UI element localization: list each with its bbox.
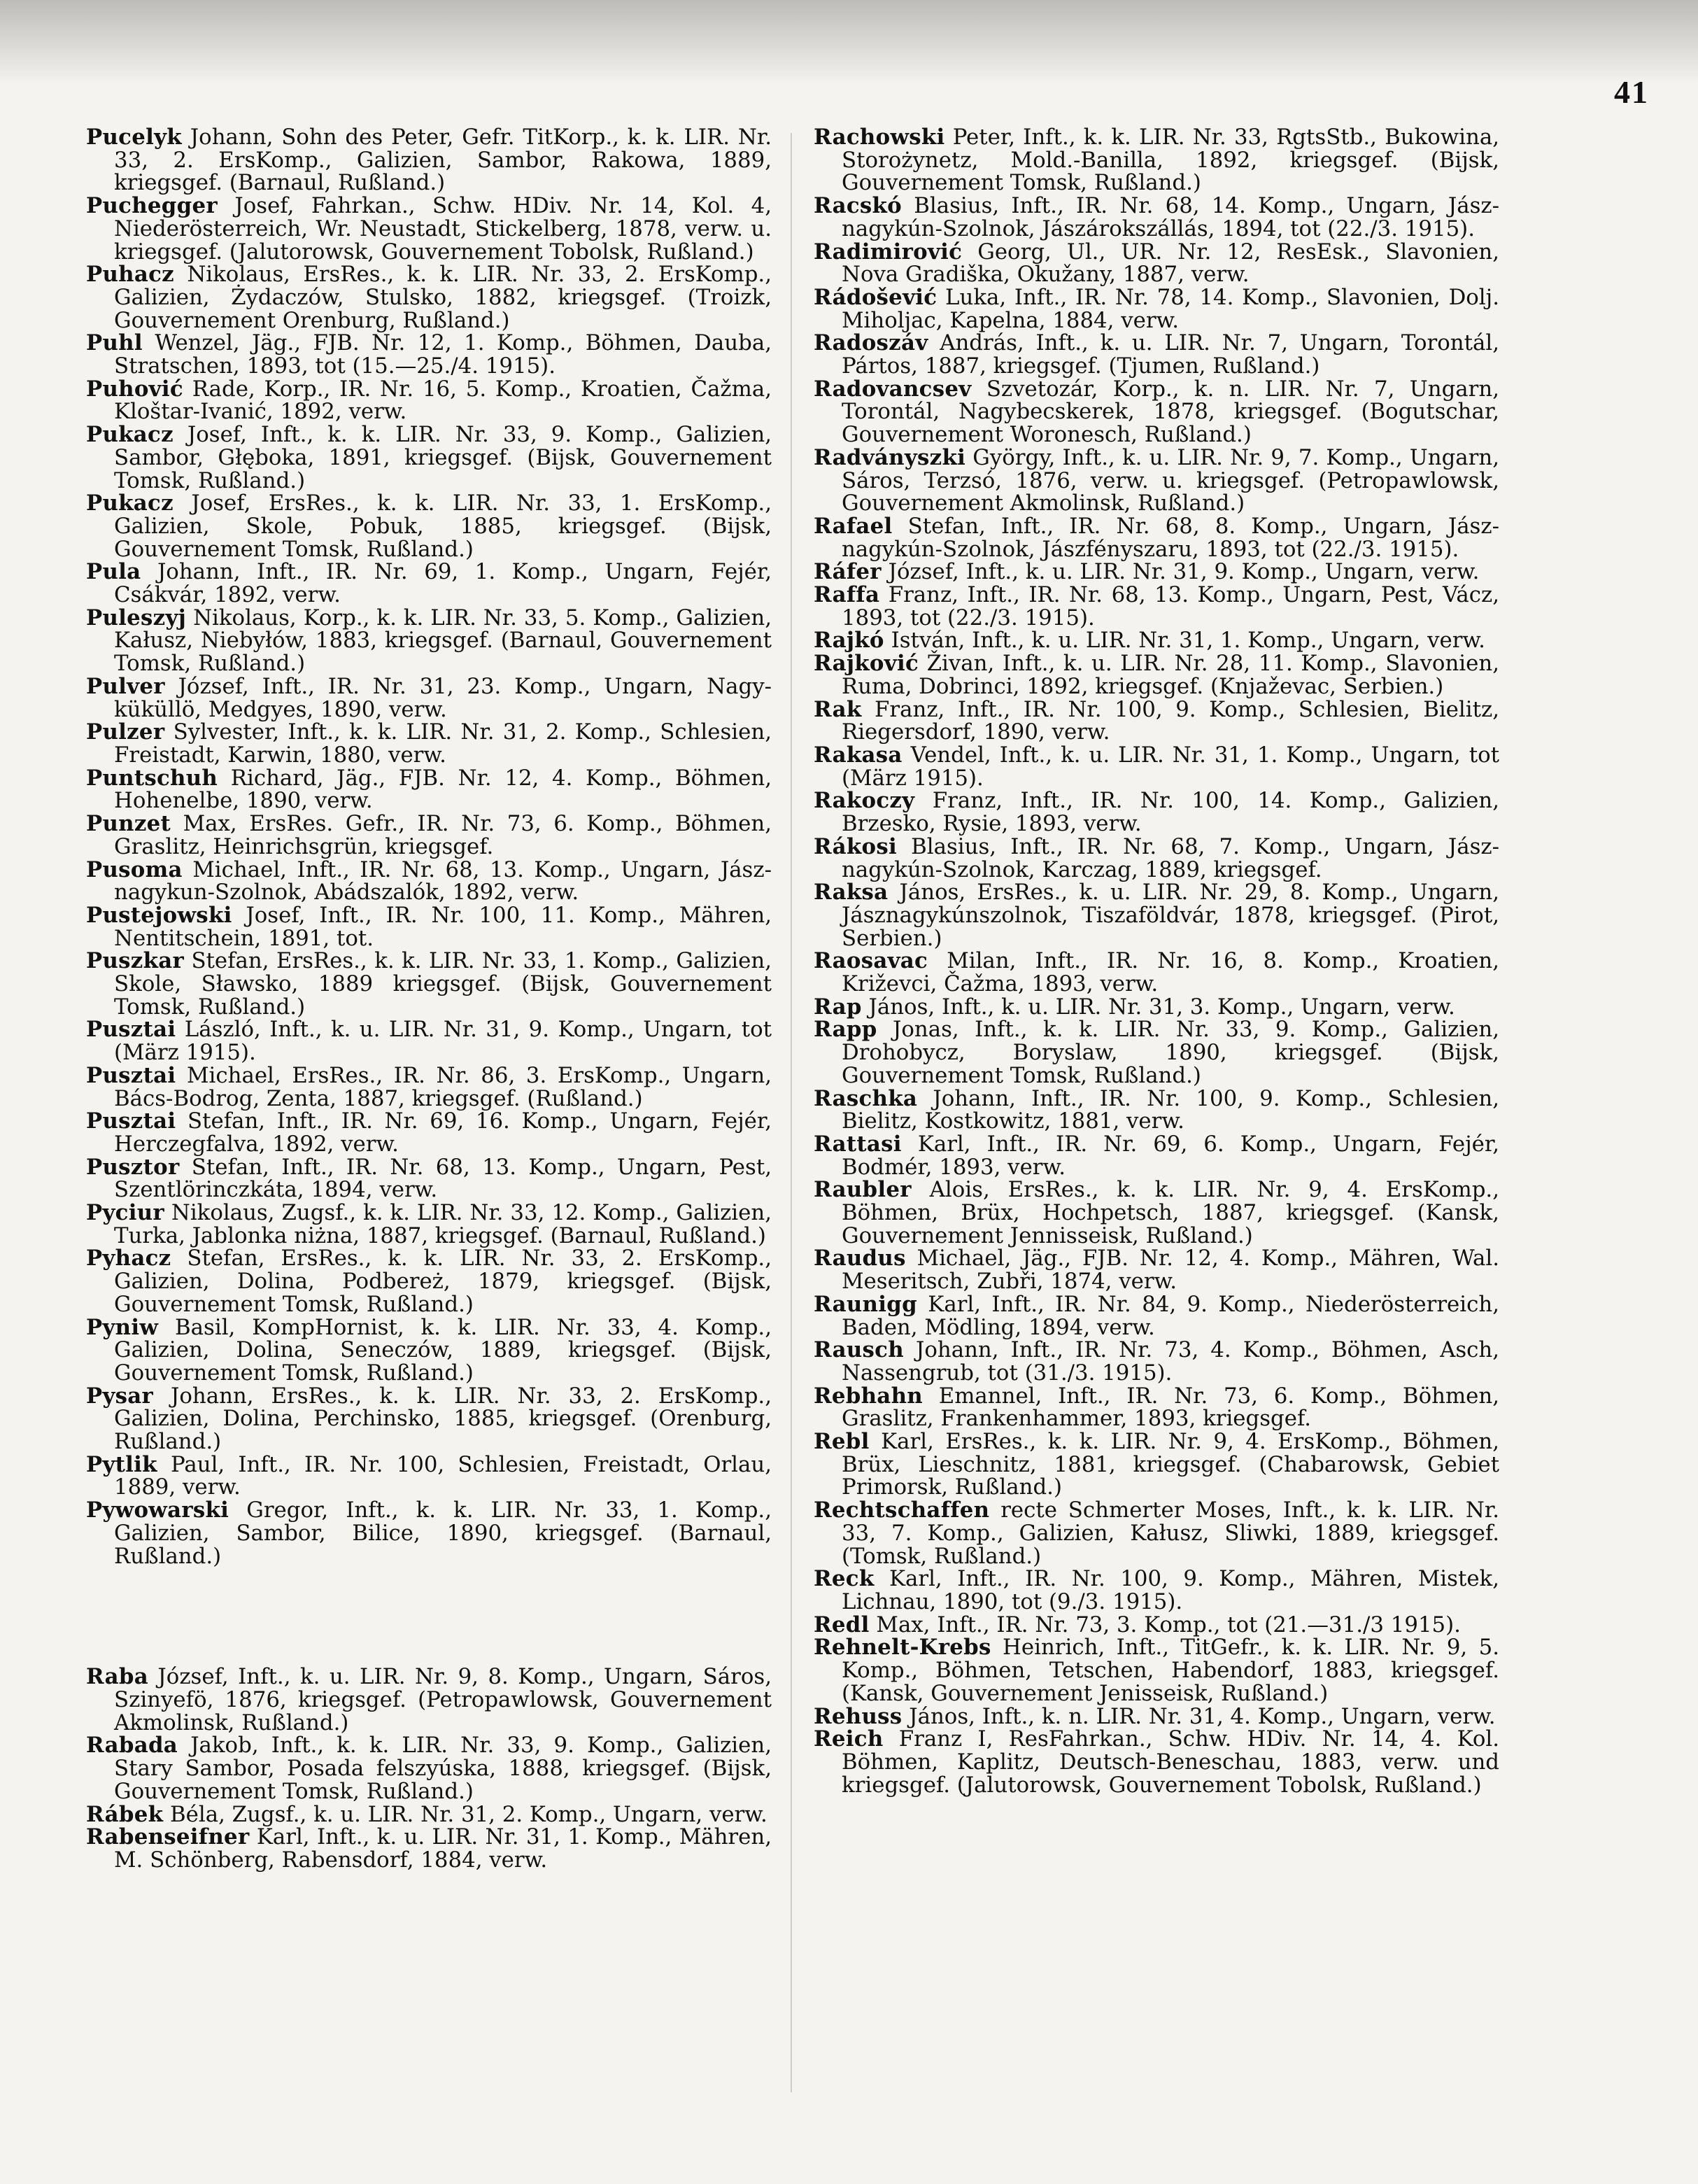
entry-details: Max, Inft., IR. Nr. 73, 3. Komp., tot (21.—31./3 1915). xyxy=(869,1612,1461,1637)
entry-details: Paul, Inft., IR. Nr. 100, Schlesien, Freistadt, Orlau, 1889, verw. xyxy=(114,1451,772,1500)
entry-details: Nikolaus, Zugsf., k. k. LIR. Nr. 33, 12. Komp., Galizien, Turka, Jablonka niżna, 1887, kriegsgef. (Barnaul, Rußland.) xyxy=(114,1200,772,1248)
list-entry xyxy=(86,1156,772,1202)
entry-details: Franz, Inft., IR. Nr. 68, 13. Komp., Ungarn, Pest, Vácz, 1893, tot (22./3. 1915). xyxy=(842,582,1499,630)
entry-details: Heinrich, Inft., TitGefr., k. k. LIR. Nr. 9, 5. Komp., Böhmen, Tetschen, Habendorf, 1883, kriegsgef. (Kansk, Gouvernement Jenisseisk, Rußland.) xyxy=(842,1635,1499,1706)
entry-surname: Raunigg xyxy=(814,1291,917,1317)
list-entry xyxy=(814,789,1499,835)
entry-surname: Pukacz xyxy=(86,422,174,448)
list-entry xyxy=(86,904,772,950)
list-entry xyxy=(814,332,1499,377)
entry-details: György, Inft., k. u. LIR. Nr. 9, 7. Komp., Ungarn, Sáros, Terzsó, 1876, verw. u. kriegsgef. (Petropawlowsk, Gouvernement Akmolinsk, Rußland.) xyxy=(842,444,1499,516)
left-column-r-entries xyxy=(86,1665,772,1871)
entry-surname: Pusztai xyxy=(86,1062,176,1088)
list-entry xyxy=(814,1614,1499,1637)
entry-surname: Raffa xyxy=(814,582,880,608)
entry-details: Karl, Inft., IR. Nr. 69, 6. Komp., Ungarn, Fejér, Bodmér, 1893, verw. xyxy=(842,1131,1499,1180)
list-entry xyxy=(86,1385,772,1453)
entry-details: Sylvester, Inft., k. k. LIR. Nr. 31, 2. Komp., Schlesien, Freistadt, Karwin, 1880, verw. xyxy=(114,719,772,768)
list-entry xyxy=(86,1803,772,1826)
entry-surname: Punzet xyxy=(86,811,171,837)
entry-surname: Pysar xyxy=(86,1383,154,1409)
list-entry xyxy=(814,378,1499,446)
list-entry xyxy=(86,1316,772,1385)
list-entry xyxy=(814,286,1499,332)
list-entry xyxy=(86,607,772,675)
entry-details: Josef, Inft., IR. Nr. 100, 11. Komp., Mähren, Nentitschein, 1891, tot. xyxy=(114,902,772,951)
entry-details: Vendel, Inft., k. u. LIR. Nr. 31, 1. Komp., Ungarn, tot (März 1915). xyxy=(842,742,1499,791)
entry-surname: Reich xyxy=(814,1726,884,1752)
list-entry xyxy=(814,1018,1499,1087)
entry-details: Milan, Inft., IR. Nr. 16, 8. Komp., Kroatien, Križevci, Čažma, 1893, verw. xyxy=(842,948,1499,997)
list-entry xyxy=(86,126,772,195)
entry-surname: Rajković xyxy=(814,651,919,677)
list-entry xyxy=(814,1293,1499,1339)
entry-details: József, Inft., IR. Nr. 31, 23. Komp., Ungarn, Nagy-küküllö, Medgyes, 1890, verw. xyxy=(114,673,772,722)
entry-details: Stefan, ErsRes., k. k. LIR. Nr. 33, 1. Komp., Galizien, Skole, Sławsko, 1889 kriegsgef. (Bijsk, Gouvernement Tomsk, Rußland.) xyxy=(114,948,772,1020)
left-column xyxy=(86,126,772,1872)
list-entry xyxy=(86,195,772,263)
list-entry xyxy=(86,767,772,812)
entry-surname: Rábek xyxy=(86,1801,164,1827)
entry-surname: Racskó xyxy=(814,193,903,219)
entry-surname: Redl xyxy=(814,1612,870,1637)
list-entry xyxy=(86,1665,772,1734)
entry-details: Karl, Inft., IR. Nr. 84, 9. Komp., Niederösterreich, Baden, Mödling, 1894, verw. xyxy=(842,1291,1499,1340)
entry-surname: Raudus xyxy=(814,1246,906,1271)
entry-surname: Pulver xyxy=(86,673,165,699)
section-gap xyxy=(86,1567,772,1665)
entry-surname: Raosavac xyxy=(814,948,928,974)
list-entry xyxy=(814,126,1499,195)
entry-details: Max, ErsRes. Gefr., IR. Nr. 73, 6. Komp., Böhmen, Graslitz, Heinrichsgrün, kriegsgef. xyxy=(114,811,772,859)
entry-details: Béla, Zugsf., k. u. LIR. Nr. 31, 2. Komp., Ungarn, verw. xyxy=(163,1801,767,1827)
entry-details: recte Schmerter Moses, Inft., k. k. LIR. Nr. 33, 7. Komp., Galizien, Kałusz, Sliwki, 1889, kriegsgef. (Tomsk, Rußland.) xyxy=(842,1498,1499,1569)
entry-surname: Rádošević xyxy=(814,284,938,310)
entry-surname: Radovancsev xyxy=(814,376,972,402)
entry-surname: Rachowski xyxy=(814,125,945,150)
entry-details: Richard, Jäg., FJB. Nr. 12, 4. Komp., Böhmen, Hohenelbe, 1890, verw. xyxy=(114,765,772,814)
list-entry xyxy=(814,1133,1499,1178)
list-entry xyxy=(814,744,1499,789)
entry-surname: Pyniw xyxy=(86,1314,159,1340)
entry-surname: Puchegger xyxy=(86,193,218,219)
entry-details: Gregor, Inft., k. k. LIR. Nr. 33, 1. Komp., Galizien, Sambor, Bilice, 1890, kriegsgef. (Barnaul, Rußland.) xyxy=(114,1498,772,1569)
list-entry xyxy=(86,721,772,766)
entry-details: Emannel, Inft., IR. Nr. 73, 6. Komp., Böhmen, Graslitz, Frankenhammer, 1893, kriegsgef. xyxy=(842,1383,1499,1432)
list-entry xyxy=(86,1202,772,1247)
entry-surname: Radoszáv xyxy=(814,330,928,356)
list-entry xyxy=(86,1453,772,1499)
list-entry xyxy=(814,950,1499,995)
list-entry xyxy=(814,515,1499,561)
entry-details: Johann, Inft., IR. Nr. 100, 9. Komp., Schlesien, Bielitz, Kostkowitz, 1881, verw. xyxy=(842,1085,1499,1134)
entry-details: Stefan, Inft., IR. Nr. 68, 13. Komp., Ungarn, Pest, Szentlörinczkáta, 1894, verw. xyxy=(114,1154,772,1203)
entry-details: Karl, ErsRes., k. k. LIR. Nr. 9, 4. ErsKomp., Böhmen, Brüx, Lieschnitz, 1881, kriegsgef. (Chabarowsk, Gebiet Primorsk, Rußland.) xyxy=(842,1429,1499,1500)
entry-surname: Pukacz xyxy=(86,491,174,516)
entry-surname: Rakasa xyxy=(814,742,903,768)
list-entry xyxy=(814,1430,1499,1499)
entry-surname: Pytlik xyxy=(86,1451,157,1477)
list-entry xyxy=(86,1018,772,1064)
entry-surname: Puszkar xyxy=(86,948,184,974)
list-entry xyxy=(814,1567,1499,1613)
entry-surname: Pucelyk xyxy=(86,125,182,150)
entry-details: Franz, Inft., IR. Nr. 100, 14. Komp., Galizien, Brzesko, Rysie, 1893, verw. xyxy=(842,788,1499,837)
list-entry xyxy=(814,1246,1499,1295)
list-entry xyxy=(814,584,1499,629)
entry-details: Johann, Sohn des Peter, Gefr. TitKorp., k. k. LIR. Nr. 33, 2. ErsKomp., Galizien, Sambor, Rakowa, 1889, kriegsgef. (Barnaul, Rußland.) xyxy=(114,125,772,196)
list-entry xyxy=(814,833,1499,882)
list-entry xyxy=(814,241,1499,286)
entry-details: Johann, Inft., IR. Nr. 69, 1. Komp., Ungarn, Fejér, Csákvár, 1892, verw. xyxy=(114,559,772,608)
entry-details: Stefan, Inft., IR. Nr. 68, 8. Komp., Ungarn, Jász-nagykún-Szolnok, Jászfényszaru, 1893, tot (22./3. 1915). xyxy=(842,513,1499,562)
entry-details: Karl, Inft., IR. Nr. 100, 9. Komp., Mähren, Mistek, Lichnau, 1890, tot (9./3. 1915). xyxy=(842,1566,1499,1614)
entry-surname: Rechtschaffen xyxy=(814,1498,990,1523)
list-entry xyxy=(814,1728,1499,1796)
list-entry xyxy=(86,1247,772,1316)
entry-details: Jonas, Inft., k. k. LIR. Nr. 33, 9. Komp., Galizien, Drohobycz, Boryslaw, 1890, kriegsgef. (Bijsk, Gouvernement Tomsk, Rußland.) xyxy=(842,1017,1499,1088)
entry-details: Karl, Inft., k. u. LIR. Nr. 31, 1. Komp., Mähren, M. Schönberg, Rabensdorf, 1884, verw. xyxy=(114,1824,772,1873)
entry-details: Jakob, Inft., k. k. LIR. Nr. 33, 9. Komp., Galizien, Stary Sambor, Posada felszyúska, 1888, kriegsgef. (Bijsk, Gouvernement Tomsk, Rußland.) xyxy=(114,1733,772,1804)
entry-surname: Rebhahn xyxy=(814,1383,923,1409)
entry-details: Franz, Inft., IR. Nr. 100, 9. Komp., Schlesien, Bielitz, Riegersdorf, 1890, verw. xyxy=(842,696,1499,745)
entry-details: István, Inft., k. u. LIR. Nr. 31, 1. Komp., Ungarn, verw. xyxy=(884,628,1485,654)
right-column-r-entries xyxy=(814,126,1499,1796)
entry-surname: Pusztai xyxy=(86,1017,176,1043)
list-entry xyxy=(814,561,1499,584)
entry-surname: Rehuss xyxy=(814,1703,903,1729)
list-entry xyxy=(814,698,1499,744)
entry-surname: Radványszki xyxy=(814,444,966,470)
entry-details: Živan, Inft., k. u. LIR. Nr. 28, 11. Komp., Slavonien, Ruma, Dobrinci, 1892, kriegsgef. (Knjaževac, Serbien.) xyxy=(842,651,1499,699)
entry-details: Michael, Inft., IR. Nr. 68, 13. Komp., Ungarn, Jász-nagykun-Szolnok, Abádszalók, 1892, verw. xyxy=(114,857,772,906)
entry-details: Peter, Inft., k. k. LIR. Nr. 33, RgtsStb., Bukowina, Storożynetz, Mold.-Banilla, 1892, kriegsgef. (Bijsk, Gouvernement Tomsk, Rußland.) xyxy=(842,125,1499,196)
entry-surname: Rákosi xyxy=(814,833,897,859)
entry-details: Basil, KompHornist, k. k. LIR. Nr. 33, 4. Komp., Galizien, Dolina, Seneczów, 1889, kriegsgef. (Bijsk, Gouvernement Tomsk, Rußland.) xyxy=(114,1314,772,1386)
entry-surname: Ráfer xyxy=(814,559,882,585)
entry-surname: Raubler xyxy=(814,1177,912,1203)
entry-surname: Rabenseifner xyxy=(86,1824,250,1850)
entry-details: Franz I, ResFahrkan., Schw. HDiv. Nr. 14, 4. Kol. Böhmen, Kaplitz, Deutsch-Beneschau, 1883, verw. und kriegsgef. (Jalutorowsk, Gouvernement Tobolsk, Rußland.) xyxy=(842,1726,1499,1798)
entry-surname: Pustejowski xyxy=(86,902,232,928)
list-entry xyxy=(814,996,1499,1019)
entry-details: Blasius, Inft., IR. Nr. 68, 14. Komp., Ungarn, Jász-nagykún-Szolnok, Jászárokszállás, 1894, tot (22./3. 1915). xyxy=(842,193,1499,241)
entry-details: János, Inft., k. n. LIR. Nr. 31, 4. Komp., Ungarn, verw. xyxy=(902,1703,1496,1729)
scan-shadow xyxy=(0,0,1698,84)
entry-surname: Puleszyj xyxy=(86,605,187,630)
entry-surname: Rapp xyxy=(814,1017,877,1043)
entry-surname: Rabada xyxy=(86,1733,178,1759)
list-entry xyxy=(86,263,772,332)
list-entry xyxy=(86,675,772,721)
entry-details: Stefan, Inft., IR. Nr. 69, 16. Komp., Ungarn, Fejér, Herczegfalva, 1892, verw. xyxy=(114,1108,772,1157)
list-entry xyxy=(86,332,772,377)
entry-details: Johann, Inft., IR. Nr. 73, 4. Komp., Böhmen, Asch, Nassengrub, tot (31./3. 1915). xyxy=(842,1337,1499,1386)
entry-surname: Rehnelt-Krebs xyxy=(814,1635,991,1661)
list-entry xyxy=(86,1110,772,1155)
entry-surname: Rausch xyxy=(814,1337,904,1363)
entry-details: Stefan, ErsRes., k. k. LIR. Nr. 33, 2. ErsKomp., Galizien, Dolina, Podbereż, 1879, kriegsgef. (Bijsk, Gouvernement Tomsk, Rußland.) xyxy=(114,1246,772,1317)
list-entry xyxy=(814,1636,1499,1705)
entry-details: Nikolaus, ErsRes., k. k. LIR. Nr. 33, 2. ErsKomp., Galizien, Żydaczów, Stulsko, 1882, kriegsgef. (Troizk, Gouvernement Orenburg, Rußland.) xyxy=(114,262,772,333)
list-entry xyxy=(86,1064,772,1110)
entry-surname: Rakoczy xyxy=(814,788,915,814)
list-entry xyxy=(814,446,1499,515)
entry-surname: Pyhacz xyxy=(86,1246,171,1271)
entry-surname: Pusoma xyxy=(86,857,183,882)
entry-details: József, Inft., k. u. LIR. Nr. 31, 9. Komp., Ungarn, verw. xyxy=(881,559,1480,585)
entry-surname: Puhović xyxy=(86,376,183,402)
entry-details: Josef, Inft., k. k. LIR. Nr. 33, 9. Komp., Galizien, Sambor, Głęboka, 1891, kriegsgef. (Bijsk, Gouvernement Tomsk, Rußland.) xyxy=(114,422,772,493)
list-entry xyxy=(814,1705,1499,1728)
entry-surname: Raksa xyxy=(814,880,889,906)
entry-surname: Raba xyxy=(86,1664,148,1690)
entry-surname: Rebl xyxy=(814,1429,870,1455)
list-entry xyxy=(86,812,772,858)
list-entry xyxy=(814,1385,1499,1430)
list-entry xyxy=(814,629,1499,652)
entry-surname: Pusztai xyxy=(86,1108,176,1134)
entry-surname: Puhl xyxy=(86,330,143,356)
entry-details: János, ErsRes., k. u. LIR. Nr. 29, 8. Komp., Ungarn, Jásznagykúnszolnok, Tiszaföldvár, 1878, kriegsgef. (Pirot, Serbien.) xyxy=(842,880,1499,951)
list-entry xyxy=(814,1499,1499,1567)
entry-details: Josef, Fahrkan., Schw. HDiv. Nr. 14, Kol. 4, Niederösterreich, Wr. Neustadt, Stickelberg, 1878, verw. u. kriegsgef. (Jalutorowsk, Gouvernement Tobolsk, Rußland.) xyxy=(114,193,772,265)
entry-details: András, Inft., k. u. LIR. Nr. 7, Ungarn, Torontál, Pártos, 1887, kriegsgef. (Tjumen, Rußland.) xyxy=(842,330,1499,379)
entry-details: János, Inft., k. u. LIR. Nr. 31, 3. Komp., Ungarn, verw. xyxy=(861,994,1455,1020)
list-entry xyxy=(814,1087,1499,1133)
entry-details: József, Inft., k. u. LIR. Nr. 9, 8. Komp., Ungarn, Sáros, Szinyefö, 1876, kriegsgef. (Petropawlowsk, Gouvernement Akmolinsk, Rußland.) xyxy=(114,1664,772,1735)
entry-surname: Rajkó xyxy=(814,628,884,654)
entry-surname: Radimirović xyxy=(814,239,963,265)
entry-surname: Pywowarski xyxy=(86,1498,229,1523)
list-entry xyxy=(86,859,772,904)
entry-surname: Reck xyxy=(814,1566,875,1592)
list-entry xyxy=(86,1826,772,1871)
entry-details: Wenzel, Jäg., FJB. Nr. 12, 1. Komp., Böhmen, Dauba, Stratschen, 1893, tot (15.—25./4. 1915). xyxy=(114,330,772,379)
entry-surname: Rafael xyxy=(814,513,893,539)
entry-surname: Raschka xyxy=(814,1085,918,1111)
list-entry xyxy=(86,423,772,492)
left-column-p-entries xyxy=(86,126,772,1567)
entry-surname: Puhacz xyxy=(86,262,174,288)
list-entry xyxy=(814,1178,1499,1247)
list-entry xyxy=(814,195,1499,240)
list-entry xyxy=(86,950,772,1018)
entry-details: Luka, Inft., IR. Nr. 78, 14. Komp., Slavonien, Dolj. Miholjac, Kapelna, 1884, verw. xyxy=(842,284,1499,333)
list-entry xyxy=(814,1339,1499,1384)
entry-surname: Puntschuh xyxy=(86,765,218,791)
entry-details: Georg, Ul., UR. Nr. 12, ResEsk., Slavonien, Nova Gradiška, Okužany, 1887, verw. xyxy=(842,239,1499,288)
entry-details: Josef, ErsRes., k. k. LIR. Nr. 33, 1. ErsKomp., Galizien, Skole, Pobuk, 1885, kriegsgef. (Bijsk, Gouvernement Tomsk, Rußland.) xyxy=(114,491,772,562)
list-entry xyxy=(86,492,772,561)
entry-surname: Pula xyxy=(86,559,141,585)
right-column xyxy=(814,126,1499,1796)
list-entry xyxy=(86,1734,772,1803)
entry-details: Blasius, Inft., IR. Nr. 68, 7. Komp., Ungarn, Jász-nagykún-Szolnok, Karczag, 1889, kriegsgef. xyxy=(842,833,1499,882)
entry-details: László, Inft., k. u. LIR. Nr. 31, 9. Komp., Ungarn, tot (März 1915). xyxy=(114,1017,772,1066)
entry-details: Johann, ErsRes., k. k. LIR. Nr. 33, 2. ErsKomp., Galizien, Dolina, Perchinsko, 1885, kriegsgef. (Orenburg, Rußland.) xyxy=(114,1383,772,1455)
entry-details: Rade, Korp., IR. Nr. 16, 5. Komp., Kroatien, Čažma, Kloštar-Ivanić, 1892, verw. xyxy=(114,376,772,425)
list-entry xyxy=(86,1499,772,1567)
entry-details: Nikolaus, Korp., k. k. LIR. Nr. 33, 5. Komp., Galizien, Kałusz, Niebyłów, 1883, kriegsgef. (Barnaul, Gouvernement Tomsk, Rußland.) xyxy=(114,605,772,677)
list-entry xyxy=(814,652,1499,698)
entry-surname: Pusztor xyxy=(86,1154,180,1180)
entry-details: Alois, ErsRes., k. k. LIR. Nr. 9, 4. ErsKomp., Böhmen, Brüx, Hochpetsch, 1887, kriegsgef. (Kansk, Gouvernement Jennisseisk, Rußland.) xyxy=(842,1177,1499,1248)
entry-surname: Rak xyxy=(814,696,862,722)
list-entry xyxy=(814,881,1499,950)
column-divider xyxy=(791,133,792,2092)
page-number: 41 xyxy=(1614,74,1649,110)
entry-surname: Pulzer xyxy=(86,719,165,745)
entry-surname: Pyciur xyxy=(86,1200,164,1226)
list-entry xyxy=(86,378,772,423)
entry-surname: Rap xyxy=(814,994,862,1020)
list-entry xyxy=(86,561,772,606)
entry-details: Szvetozár, Korp., k. n. LIR. Nr. 7, Ungarn, Torontál, Nagybecskerek, 1878, kriegsgef. (Bogutschar, Gouvernement Woronesch, Rußland.) xyxy=(842,376,1499,448)
entry-surname: Rattasi xyxy=(814,1131,902,1157)
entry-details: Michael, ErsRes., IR. Nr. 86, 3. ErsKomp., Ungarn, Bács-Bodrog, Zenta, 1887, kriegsgef. (Rußland.) xyxy=(114,1062,772,1111)
entry-details: Michael, Jäg., FJB. Nr. 12, 4. Komp., Mähren, Wal. Meseritsch, Zubři, 1874, verw. xyxy=(842,1246,1499,1295)
